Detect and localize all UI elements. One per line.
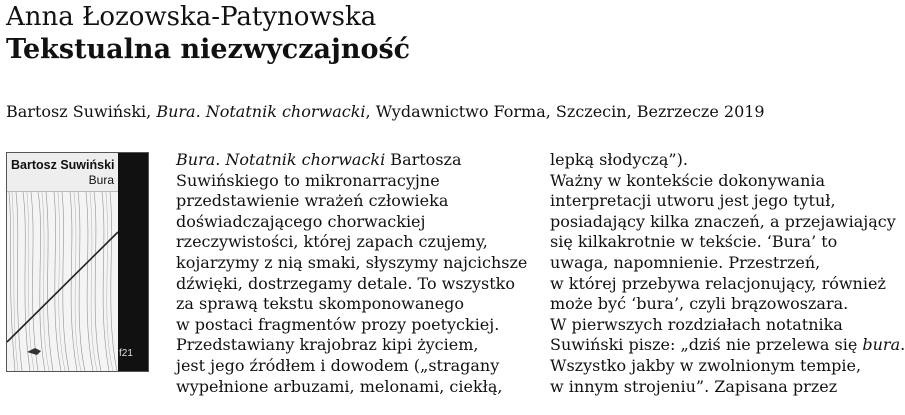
text-line: w innym strojeniu”. Zapisana przez [550, 376, 838, 396]
cover-wood-texture-art [7, 192, 118, 371]
text-line: interpretacji utworu jest jego tytuł, [550, 191, 836, 211]
text-line: posiadający kilka znaczeń, a przejawiający [550, 211, 896, 231]
cover-black-bar [118, 153, 148, 371]
text-line: kojarzymy z nią smaki, słyszymy najcichsze [176, 252, 528, 272]
cover-publisher-mark: f21 [119, 348, 133, 359]
review-column-2 [550, 150, 905, 397]
article-title: Tekstualna niezwyczajność [6, 34, 411, 65]
citation-publisher: , Wydawnictwo Forma, Szczecin, Bezrzecze 2019 [365, 102, 765, 121]
text-fragment: . [900, 335, 905, 355]
text-line: Ważny w kontekście dokonywania [550, 170, 826, 190]
text-line: jest jego źródłem i dowodem („stragany [176, 355, 500, 375]
citation-author: Bartosz Suwiński, [6, 102, 157, 121]
text-line: może być ‘bura’, czyli brązowoszara. [550, 294, 849, 314]
text-line: przedstawienie wrażeń człowieka [176, 191, 449, 211]
text-line: wypełnione arbuzami, melonami, ciekłą, [176, 376, 503, 396]
article-author: Anna Łozowska-Patynowska [6, 2, 377, 32]
text-fragment: Suwiński pisze: „dziś nie przelewa się [550, 335, 863, 355]
text-line: się kilkakrotnie w tekście. ‘Bura’ to [550, 232, 838, 252]
cover-title: Bura [88, 173, 114, 187]
review-column-1 [176, 150, 526, 397]
text-line [176, 150, 526, 171]
text-line: doświadczającego chorwackiej [176, 211, 426, 231]
text-line: w postaci fragmentów prozy poetyckiej. [176, 314, 500, 334]
text-line: za sprawą tekstu skomponowanego [176, 294, 465, 314]
text-fragment: Bartosza [385, 150, 462, 169]
cover-author: Bartosz Suwiński [11, 158, 115, 172]
text-line: dźwięki, dostrzegamy detale. To wszystko [176, 273, 516, 293]
text-line: w której przebywa relacjonujący, również [550, 273, 886, 293]
text-line: lepką słodyczą”). [550, 150, 688, 169]
text-line: uwaga, napomnienie. Przestrzeń, [550, 252, 821, 272]
text-line: Przedstawiany krajobraz kipi życiem, [176, 335, 479, 355]
book-citation [6, 101, 765, 123]
text-line: Suwińskiego to mikronarracyjne [176, 170, 440, 190]
citation-book-title: Bura. Notatnik chorwacki [156, 102, 366, 121]
text-line: W pierwszych rozdziałach notatnika [550, 314, 843, 334]
book-cover [6, 152, 149, 372]
italic-word: bura [862, 335, 901, 355]
text-line: rzeczywistości, której zapach czujemy, [176, 232, 488, 252]
text-line [550, 335, 905, 356]
book-title-italic: Bura. Notatnik chorwacki [176, 150, 386, 169]
text-line: Wszystko jakby w zwolnionym tempie, [550, 355, 862, 375]
